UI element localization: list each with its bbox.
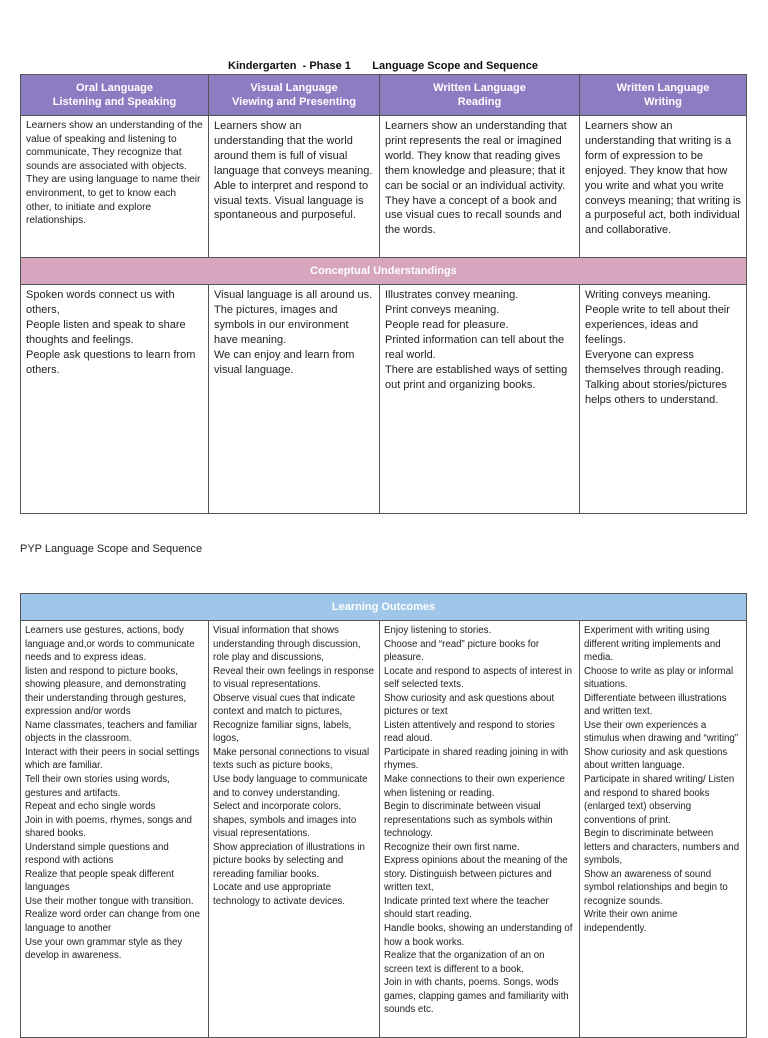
column-subtitle: Reading (457, 96, 502, 108)
outcome-line: Differentiate between illustrations and written text. (584, 692, 727, 718)
concept-line: People write to tell about their experiences, ideas and feelings. (585, 304, 730, 346)
description-writing (580, 116, 747, 258)
column-title: Written Language (433, 82, 526, 94)
concept-line: The pictures, images and symbols in our environment have meaning. (214, 304, 349, 346)
outcome-line: Interact with their peers in social settings which are familiar. (25, 746, 200, 772)
outcome-line: Write their own anime independently. (584, 909, 678, 935)
concept-line: People ask questions to learn from others. (26, 349, 196, 376)
description-text: Learners show an understanding that writing is a form of expression to be enjoyed. They know that how you write and what you write conveys meaning; that writing is a purposeful act, both individual and collaborative. (585, 120, 741, 237)
conceptual-band-row (21, 258, 747, 285)
concept-line: Talking about stories/pictures helps others to understand. (585, 379, 727, 406)
section-subtitle: PYP Language Scope and Sequence (20, 543, 203, 555)
concept-line: Writing conveys meaning. (585, 289, 711, 301)
concept-line: Everyone can express themselves through reading. (585, 349, 724, 376)
conceptual-reading (380, 285, 580, 514)
description-visual (209, 116, 380, 258)
page-title: Kindergarten - Phase 1 Language Scope and Sequence (228, 60, 538, 72)
outcome-line: Realize word order can change from one language to another (25, 909, 201, 935)
outcome-line: Experiment with writing using different writing implements and media. (584, 625, 721, 664)
outcome-line: Use their own experiences a stimulus when drawing and “writing” (584, 719, 738, 745)
outcome-line: Express opinions about the meaning of the story. Distinguish between pictures and written text, (384, 855, 568, 894)
column-title: Oral Language (75, 82, 154, 94)
description-text: Learners show an understanding that print represents the real or imagined world. They know that reading gives them knowledge and pleasure; that it can be social or an individual activity. They have a concept of a book and use visual cues to recall sounds and the words. (385, 120, 567, 237)
concept-line: People listen and speak to share thoughts and feelings. (26, 319, 186, 346)
column-header-row (21, 75, 747, 116)
concept-line: Visual language is all around us. (214, 289, 373, 301)
conceptual-oral (21, 285, 209, 514)
outcome-line: Reveal their own feelings in response to visual representations. (213, 665, 375, 691)
outcome-line: Recognize familiar signs, labels, logos, (213, 719, 352, 745)
outcome-line: Show appreciation of illustrations in picture books by selecting and rereading familiar books. (213, 841, 365, 880)
outcome-line: Repeat and echo single words (25, 801, 156, 813)
outcome-line: Handle books, showing an understanding of how a book works. (384, 923, 573, 948)
concept-line: People read for pleasure. (385, 319, 509, 331)
outcome-line: Use body language to communicate and to convey understanding. (213, 774, 368, 799)
column-subtitle: Viewing and Presenting (232, 96, 356, 108)
outcome-line: Make connections to their own experience when listening or reading. (384, 774, 565, 799)
column-title: Written Language (616, 82, 710, 94)
concept-line: We can enjoy and learn from visual language. (214, 349, 355, 376)
learning-outcomes-band: Learning Outcomes (21, 594, 747, 621)
outcome-line: Participate in shared reading joining in with rhymes. (384, 746, 569, 772)
outcome-line: listen and respond to picture books, showing pleasure, and demonstrating their understanding through gestures, expression and/or words (25, 665, 187, 718)
concept-line: Spoken words connect us with others, (26, 289, 175, 316)
outcome-line: Listen attentively and respond to stories read aloud. (384, 719, 555, 745)
outcome-line: Name classmates, teachers and familiar objects in the classroom. (25, 719, 198, 745)
outcome-line: Show curiosity and ask questions about pictures or text (384, 692, 555, 718)
outcome-line: Select and incorporate colors, shapes, symbols and images into visual representations. (213, 801, 357, 840)
description-oral (21, 116, 209, 258)
outcomes-oral (21, 621, 209, 1038)
outcome-line: Join in with poems, rhymes, songs and shared books. (25, 814, 192, 840)
outcome-line: Observe visual cues that indicate context and match to pictures, (213, 692, 356, 718)
outcome-line: Join in with chants, poems. Songs, wods games, clapping games and familiarity with sounds etc. (384, 977, 569, 1016)
column-header-writing (580, 75, 747, 116)
column-header-oral (21, 75, 209, 116)
scope-sequence-table (20, 74, 747, 514)
conceptual-understandings-band: Conceptual Understandings (21, 258, 747, 285)
column-header-reading (380, 75, 580, 116)
outcomes-band-row (21, 594, 747, 621)
conceptual-writing (580, 285, 747, 514)
outcome-line: Make personal connections to visual texts such as picture books, (213, 746, 370, 772)
outcome-line: Show curiosity and ask questions about written language. (584, 746, 728, 772)
outcome-line: Choose and “read” picture books for pleasure. (384, 638, 540, 664)
outcome-line: Tell their own stories using words, gestures and artifacts. (25, 774, 170, 799)
description-text: Learners show an understanding of the value of speaking and listening to communicate, They recognize that sounds are associated with objects. They are using language to name their environment, to get to know each other, to initiate and explore relationships. (26, 120, 203, 227)
outcomes-row (21, 621, 747, 1038)
outcome-line: Realize that people speak different languages (25, 868, 175, 894)
outcome-line: Show an awareness of sound symbol relationships and begin to recognize sounds. (584, 868, 728, 907)
column-header-visual (209, 75, 380, 116)
column-title: Visual Language (250, 82, 338, 94)
conceptual-visual (209, 285, 380, 514)
outcome-line: Locate and use appropriate technology to activate devices. (213, 882, 345, 907)
outcome-line: Begin to discriminate between letters and characters, numbers and symbols, (584, 828, 740, 867)
concept-line: There are established ways of setting out print and organizing books. (385, 364, 568, 391)
conceptual-row (21, 285, 747, 514)
outcome-line: Recognize their own first name. (384, 841, 520, 853)
outcome-line: Use your own grammar style as they develop in awareness. (25, 936, 183, 962)
outcome-line: Visual information that shows understanding through discussion, role play and discussions, (213, 625, 361, 664)
outcomes-writing (580, 621, 747, 1038)
outcome-line: Choose to write as play or informal situations. (584, 665, 734, 691)
concept-line: Printed information can tell about the real world. (385, 334, 565, 361)
column-subtitle: Writing (644, 96, 682, 108)
learning-outcomes-table (20, 593, 747, 1038)
outcome-line: Realize that the organization of an on screen text is different to a book. (384, 950, 545, 975)
outcomes-reading (380, 621, 580, 1038)
outcome-line: Indicate printed text where the teacher should start reading. (384, 895, 549, 921)
outcome-line: Participate in shared writing/ Listen and respond to shared books (enlarged text) observing conventions of print. (584, 774, 735, 826)
outcome-line: Enjoy listening to stories. (384, 625, 492, 636)
description-row (21, 116, 747, 258)
description-reading (380, 116, 580, 258)
concept-line: Print conveys meaning. (385, 304, 500, 316)
outcome-line: Learners use gestures, actions, body language and,or words to communicate needs and to express ideas. (25, 625, 195, 664)
outcome-line: Understand simple questions and respond with actions (25, 841, 169, 867)
concept-line: Illustrates convey meaning. (385, 289, 519, 301)
column-subtitle: Listening and Speaking (52, 96, 177, 108)
outcome-line: Use their mother tongue with transition. (25, 895, 194, 907)
outcome-line: Begin to discriminate between visual representations such as symbols within technology. (384, 801, 553, 840)
outcomes-visual (209, 621, 380, 1038)
description-text: Learners show an understanding that the world around them is full of visual language that conveys meaning. Able to interpret and respond to visual texts. Visual language is spontaneous and purposeful. (214, 120, 373, 222)
outcome-line: Locate and respond to aspects of interest in self selected texts. (384, 665, 572, 691)
